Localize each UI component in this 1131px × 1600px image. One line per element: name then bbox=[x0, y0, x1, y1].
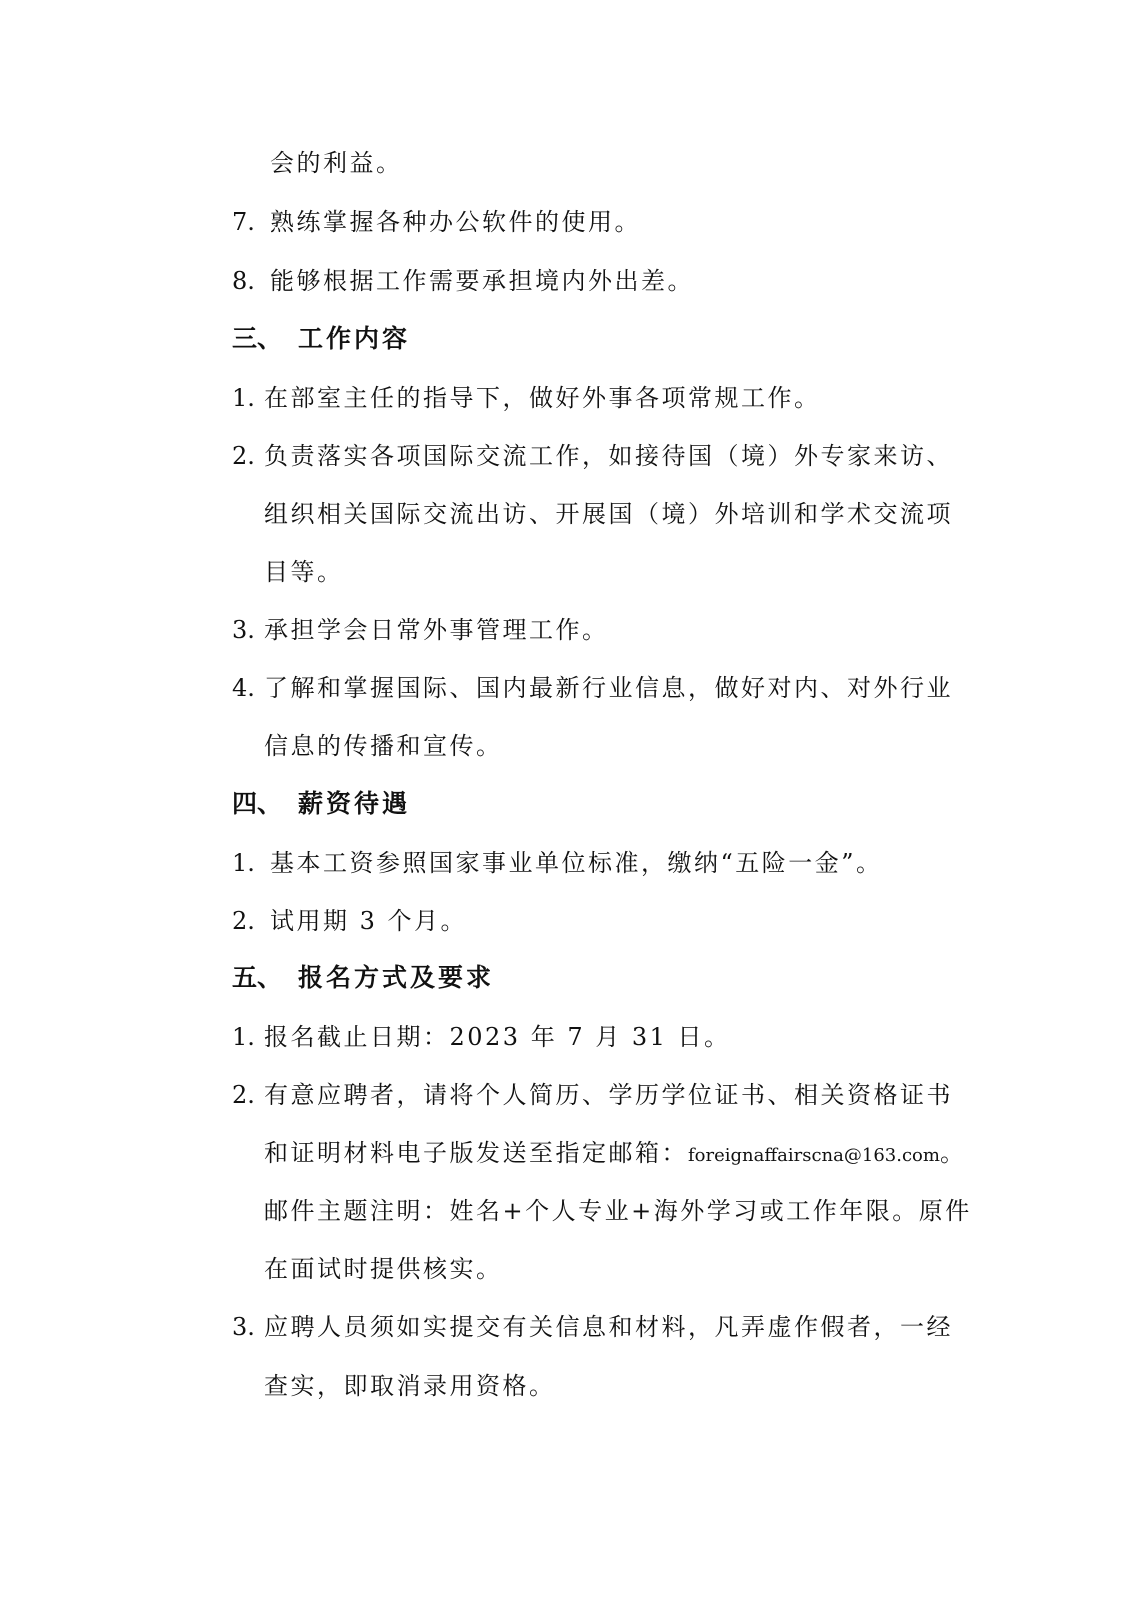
requirement-text-7: 熟练掌握各种办公软件的使用。 bbox=[270, 208, 641, 236]
section5-item-3-line-2: 查实，即取消录用资格。 bbox=[264, 1372, 556, 1400]
section5-item-2-line-2-text: 和证明材料电子版发送至指定邮箱： bbox=[264, 1139, 688, 1167]
section5-item-1-line-1: 报名截止日期：2023 年 7 月 31 日。 bbox=[264, 1023, 731, 1051]
section5-item-2-line-1: 有意应聘者，请将个人简历、学历学位证书、相关资格证书 bbox=[264, 1081, 953, 1109]
section5-item-2-line-3: 邮件主题注明：姓名+个人专业+海外学习或工作年限。原件 bbox=[264, 1197, 972, 1225]
section3-item-1-line-1: 在部室主任的指导下，做好外事各项常规工作。 bbox=[264, 384, 821, 412]
section4-item-1-number: 1. bbox=[232, 849, 255, 877]
section3-title: 工作内容 bbox=[298, 324, 411, 353]
section3-item-3-line-1: 承担学会日常外事管理工作。 bbox=[264, 616, 609, 644]
contact-email-suffix: 。 bbox=[939, 1139, 967, 1167]
section5-number: 五、 bbox=[232, 963, 283, 992]
continuation-text: 会的利益。 bbox=[270, 149, 403, 177]
contact-email: foreignaffairscna@163.com bbox=[688, 1145, 940, 1166]
section4-title: 薪资待遇 bbox=[298, 789, 411, 818]
section5-item-3-line-1: 应聘人员须如实提交有关信息和材料，凡弄虚作假者，一经 bbox=[264, 1313, 953, 1341]
section5-item-2-line-2 bbox=[264, 1138, 966, 1171]
section3-item-2-line-2: 组织相关国际交流出访、开展国（境）外培训和学术交流项 bbox=[264, 500, 953, 528]
section3-item-4-line-2: 信息的传播和宣传。 bbox=[264, 732, 503, 760]
section5-item-2-number: 2. bbox=[232, 1081, 255, 1109]
section4-item-1-text: 基本工资参照国家事业单位标准，缴纳“五险一金”。 bbox=[270, 849, 883, 877]
section5-item-2-line-4: 在面试时提供核实。 bbox=[264, 1255, 503, 1283]
requirement-number-8: 8. bbox=[232, 267, 255, 295]
section5-item-1-number: 1. bbox=[232, 1023, 255, 1051]
section4-item-2-text: 试用期 3 个月。 bbox=[270, 907, 468, 935]
section5-item-3-number: 3. bbox=[232, 1313, 255, 1341]
section3-item-2-number: 2. bbox=[232, 442, 255, 470]
section5-title: 报名方式及要求 bbox=[298, 963, 495, 992]
requirement-number-7: 7. bbox=[232, 208, 255, 236]
section3-item-1-number: 1. bbox=[232, 384, 255, 412]
requirement-text-8: 能够根据工作需要承担境内外出差。 bbox=[270, 267, 694, 295]
section3-item-4-number: 4. bbox=[232, 674, 255, 702]
section3-number: 三、 bbox=[232, 324, 283, 353]
section4-item-2-number: 2. bbox=[232, 907, 255, 935]
section3-item-3-number: 3. bbox=[232, 616, 255, 644]
section3-item-2-line-1: 负责落实各项国际交流工作，如接待国（境）外专家来访、 bbox=[264, 442, 953, 470]
section3-item-2-line-3: 目等。 bbox=[264, 558, 344, 586]
section3-item-4-line-1: 了解和掌握国际、国内最新行业信息，做好对内、对外行业 bbox=[264, 674, 953, 702]
section4-number: 四、 bbox=[232, 789, 283, 818]
